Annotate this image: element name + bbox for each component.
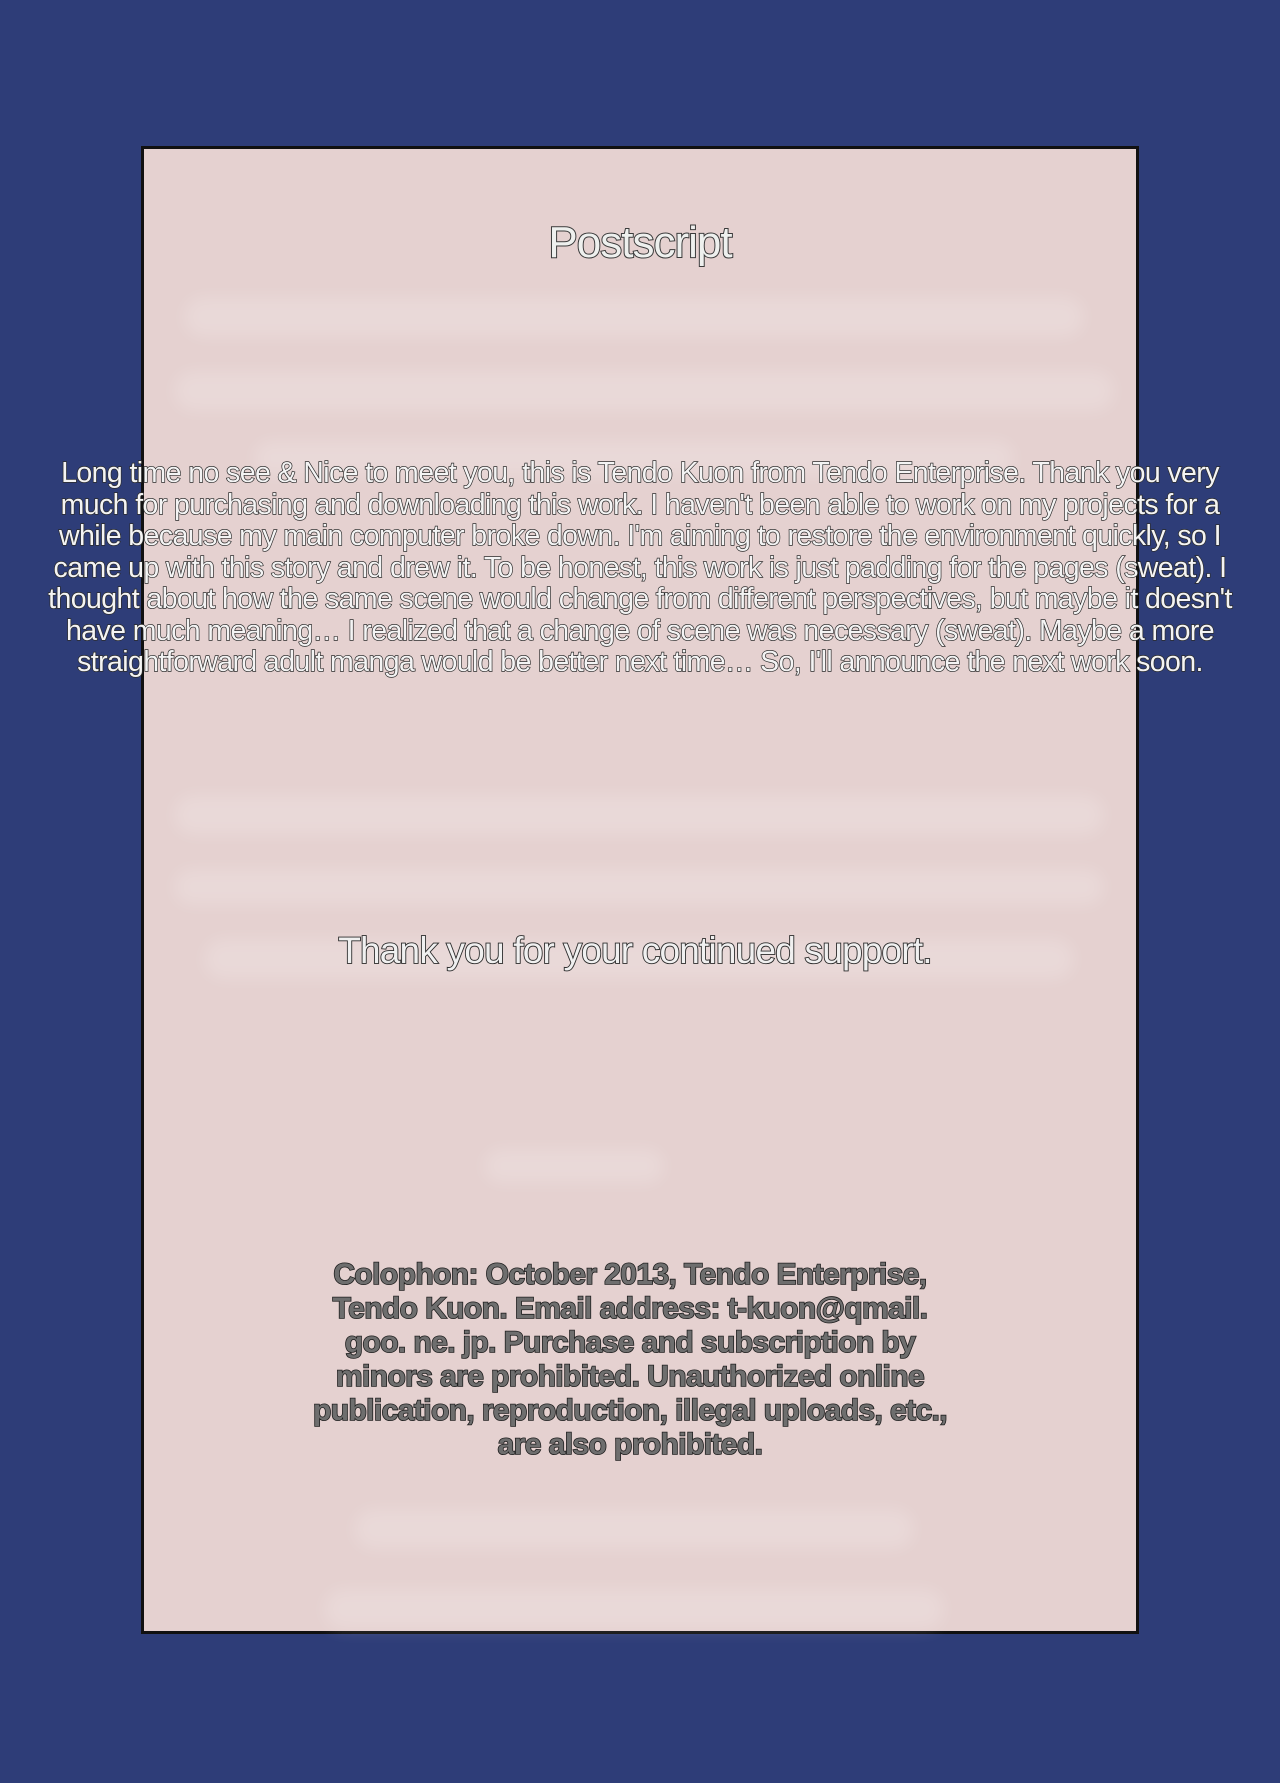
faded-text-band: [174, 795, 1104, 835]
faded-text-band: [324, 1589, 944, 1629]
faded-text-band: [484, 1149, 664, 1183]
faded-text-band: [174, 869, 1104, 905]
faded-text-band: [354, 1509, 914, 1549]
faded-text-band: [184, 297, 1084, 337]
thanks-line: Thank you for your continued support.: [338, 930, 932, 971]
page-title: Postscript: [548, 218, 732, 267]
colophon: Colophon: October 2013, Tendo Enterprise, Tendo Kuon. Email address: t-kuon@qmail. goo. ne. jp. Purchase and subscription by minors are prohibited. Unauthorized online publication, reproduction, illegal uploads, etc., are also prohibited.: [313, 1258, 947, 1461]
postscript-body: Long time no see & Nice to meet you, this is Tendo Kuon from Tendo Enterprise. Thank you very much for purchasing and downloading this work. I haven't been able to work on my projects for a while because my main computer broke down. I'm aiming to restore the environment quickly, so I came up with this story and drew it. To be honest, this work is just padding for the pages (sweat). I thought about how the same scene would change from different perspectives, but maybe it doesn't have much meaning… I realized that a change of scene was necessary (sweat). Maybe a more straightforward adult manga would be better next time… So, I'll announce the next work soon.: [48, 457, 1232, 678]
faded-text-band: [174, 371, 1114, 411]
